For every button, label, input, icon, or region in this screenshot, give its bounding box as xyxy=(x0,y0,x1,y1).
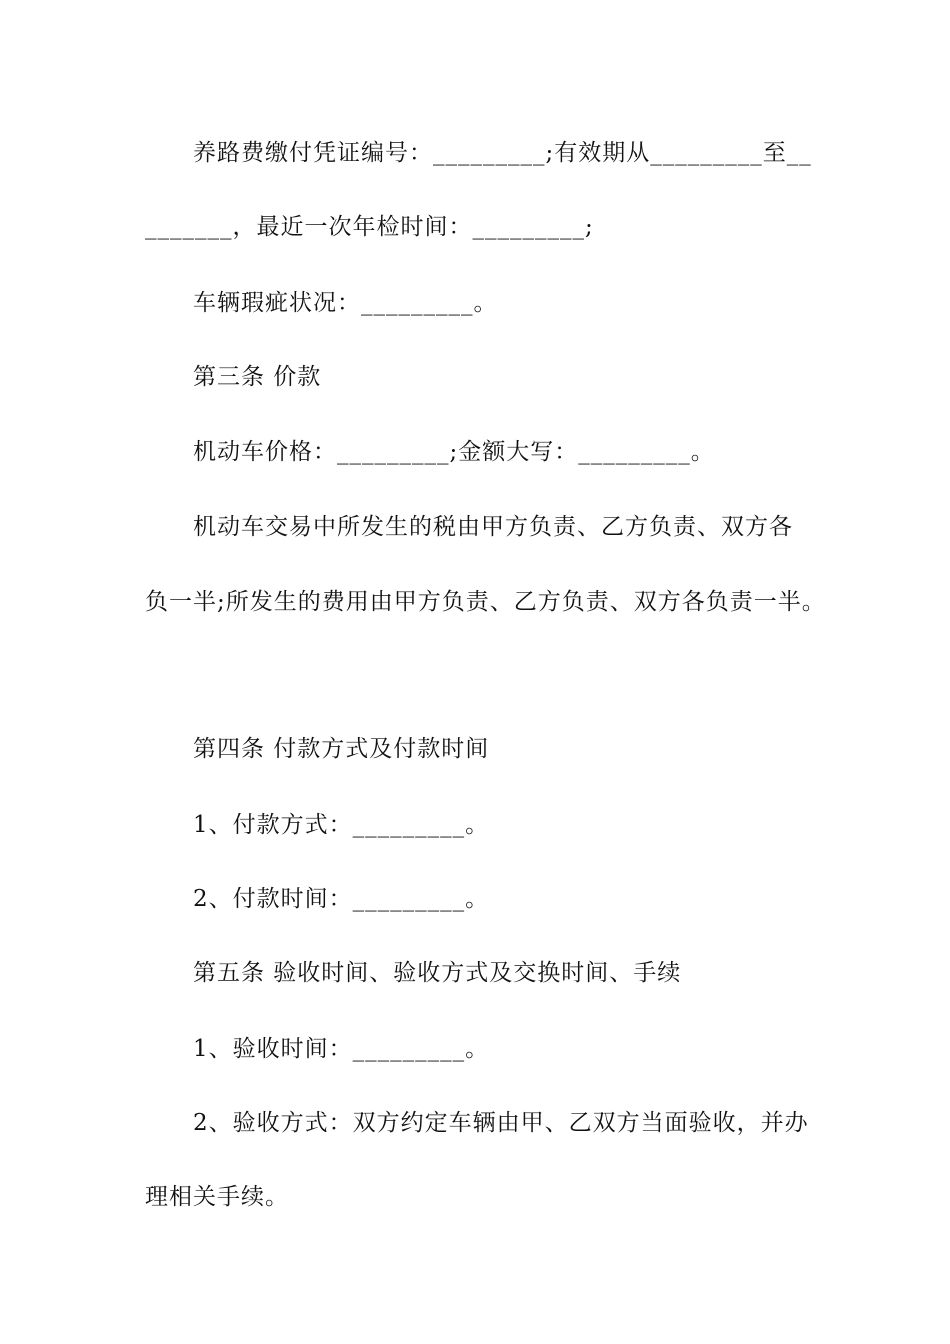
heading-article-5: 第五条 验收时间、验收方式及交换时间、手续 xyxy=(193,960,682,986)
item-payment-method: 1、付款方式：_________。 xyxy=(193,812,490,838)
paragraph-price: 机动车价格：_________;金额大写：_________。 xyxy=(193,439,715,465)
item-payment-time: 2、付款时间：_________。 xyxy=(193,886,490,912)
item-inspection-method: 2、验收方式：双方约定车辆由甲、乙双方当面验收，并办 xyxy=(193,1110,809,1136)
paragraph-taxes-cont: 负一半;所发生的费用由甲方负责、乙方负责、双方各负责一半。 xyxy=(145,589,826,615)
heading-article-3: 第三条 价款 xyxy=(193,364,322,390)
paragraph-road-fee-voucher: 养路费缴付凭证编号：_________;有效期从_________至__ xyxy=(193,140,812,166)
heading-article-4: 第四条 付款方式及付款时间 xyxy=(193,736,490,762)
paragraph-vehicle-defects: 车辆瑕疵状况：_________。 xyxy=(193,290,498,316)
paragraph-taxes: 机动车交易中所发生的税由甲方负责、乙方负责、双方各 xyxy=(193,514,793,540)
item-inspection-time: 1、验收时间：_________。 xyxy=(193,1036,490,1062)
paragraph-road-fee-voucher-cont: _______，最近一次年检时间：_________; xyxy=(145,214,594,240)
item-inspection-method-cont: 理相关手续。 xyxy=(145,1184,289,1210)
